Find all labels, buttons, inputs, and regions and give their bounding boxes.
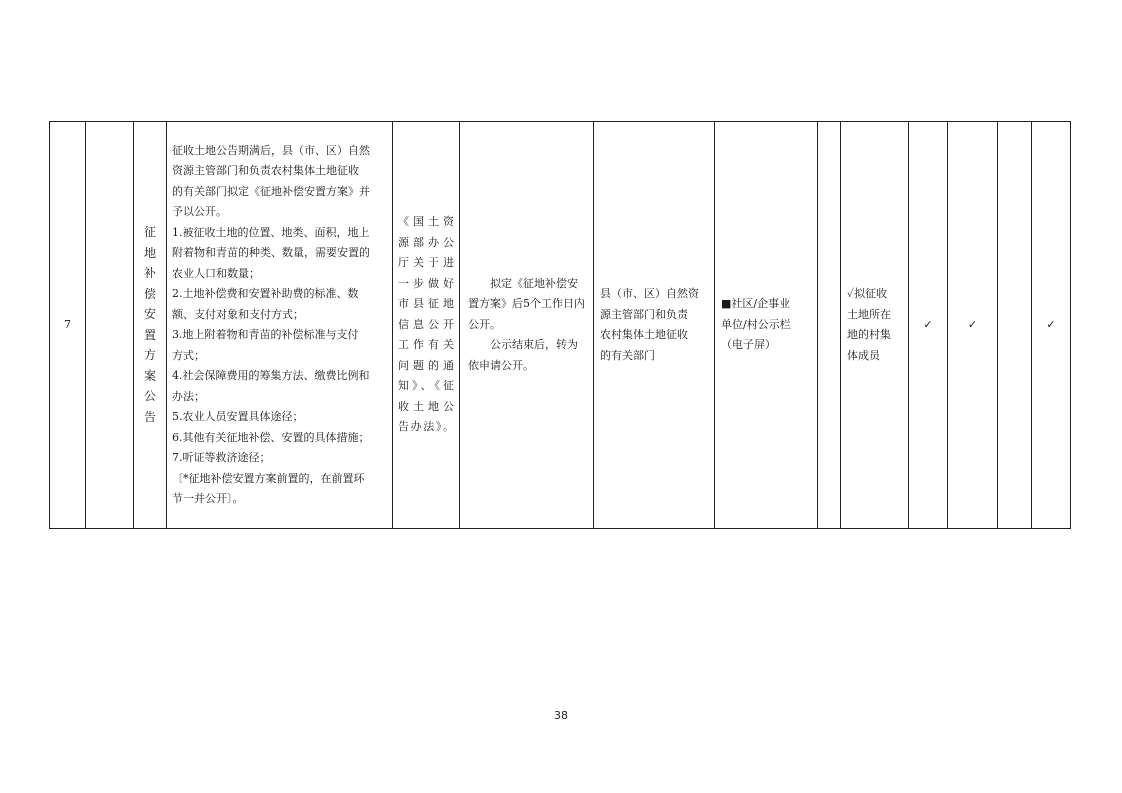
basis-line: 信息公开 xyxy=(398,317,454,331)
method-line: ■社区/企事业 xyxy=(721,297,791,311)
scope-line: 体成员 xyxy=(847,348,880,362)
content-cell xyxy=(167,122,393,529)
method-cell xyxy=(715,122,818,529)
content-line: 6.其他有关征地补偿、安置的具体措施； xyxy=(172,430,370,444)
item-name: 征地补偿安置方案公告 xyxy=(143,225,156,424)
basis-line: 一步做好 xyxy=(398,276,454,290)
table-row xyxy=(50,122,1071,529)
basis-line: 问题的通 xyxy=(398,358,454,372)
check-cell-2 xyxy=(948,122,998,529)
check-cell-3 xyxy=(998,122,1032,529)
timing-text: 拟定《征地补偿安置方案》后5个工作日内公开。 xyxy=(468,276,585,331)
content-line: 〔*征地补偿安置方案前置的，在前置环 xyxy=(172,471,365,485)
basis-line: 源部办公 xyxy=(398,235,454,249)
scope-line: 地的村集 xyxy=(847,328,891,341)
content-line: 5.农业人员安置具体途径； xyxy=(172,410,304,423)
method-line: 单位/村公示栏 xyxy=(721,317,791,331)
row-number: 7 xyxy=(64,317,71,331)
subject-line: 农村集体土地征收 xyxy=(600,328,688,341)
subject-line: 的有关部门 xyxy=(600,348,655,362)
content-line: 的有关部门拟定《征地补偿安置方案》并 xyxy=(172,184,370,198)
method-line: （电子屏） xyxy=(721,338,776,352)
check-cell-4 xyxy=(1032,122,1071,529)
content-line: 3.地上附着物和青苗的补偿标准与支付 xyxy=(172,328,359,341)
timing-text: 公示结束后，转为依申请公开。 xyxy=(468,338,578,372)
content-line: 办法； xyxy=(172,389,205,403)
subject-cell xyxy=(594,122,715,529)
checkmark-icon: ✓ xyxy=(967,317,978,331)
basis-line: 告办法》。 xyxy=(398,420,454,434)
extra-cell xyxy=(818,122,841,529)
timing-cell xyxy=(460,122,594,529)
scope-cell xyxy=(841,122,909,529)
row-number-cell xyxy=(50,122,86,529)
basis-line: 知》、《征 xyxy=(398,379,454,393)
page-number: 38 xyxy=(554,709,568,722)
content-line: 附着物和青苗的种类、数量，需要安置的 xyxy=(172,246,370,259)
content-line: 1.被征收土地的位置、地类、面积，地上 xyxy=(172,225,370,239)
check-cell-1 xyxy=(909,122,948,529)
subject-line: 源主管部门和负责 xyxy=(600,307,688,321)
category-cell xyxy=(86,122,134,529)
content-line: 4.社会保障费用的筹集方法、缴费比例和 xyxy=(172,369,370,382)
content-line: 额、支付对象和支付方式； xyxy=(172,307,304,321)
scope-line: 土地所在 xyxy=(847,307,891,321)
content-line: 予以公开。 xyxy=(172,205,227,218)
checkmark-icon: ✓ xyxy=(1046,317,1056,331)
content-line: 节一并公开〕。 xyxy=(172,492,244,505)
item-cell xyxy=(134,122,167,529)
checkmark-icon: ✓ xyxy=(923,317,933,331)
content-line: 征收土地公告期满后，县（市、区）自然 xyxy=(172,143,370,157)
basis-line: 收土地公 xyxy=(398,399,454,413)
content-line: 方式； xyxy=(172,348,205,362)
basis-line: 《国土资 xyxy=(398,215,454,229)
content-line: 农业人口和数量； xyxy=(172,266,260,280)
content-line: 7.听证等救济途径； xyxy=(172,451,271,464)
content-line: 资源主管部门和负责农村集体土地征收 xyxy=(172,164,359,177)
basis-line: 工作有关 xyxy=(398,338,454,352)
subject-line: 县（市、区）自然资 xyxy=(600,287,699,300)
content-line: 2.土地补偿费和安置补助费的标准、数 xyxy=(172,287,359,300)
basis-line: 市县征地 xyxy=(398,297,454,311)
disclosure-table xyxy=(49,121,1071,529)
basis-line: 厅关于进 xyxy=(398,256,454,270)
scope-line: ✓拟征收 xyxy=(847,287,888,300)
basis-cell xyxy=(393,122,460,529)
